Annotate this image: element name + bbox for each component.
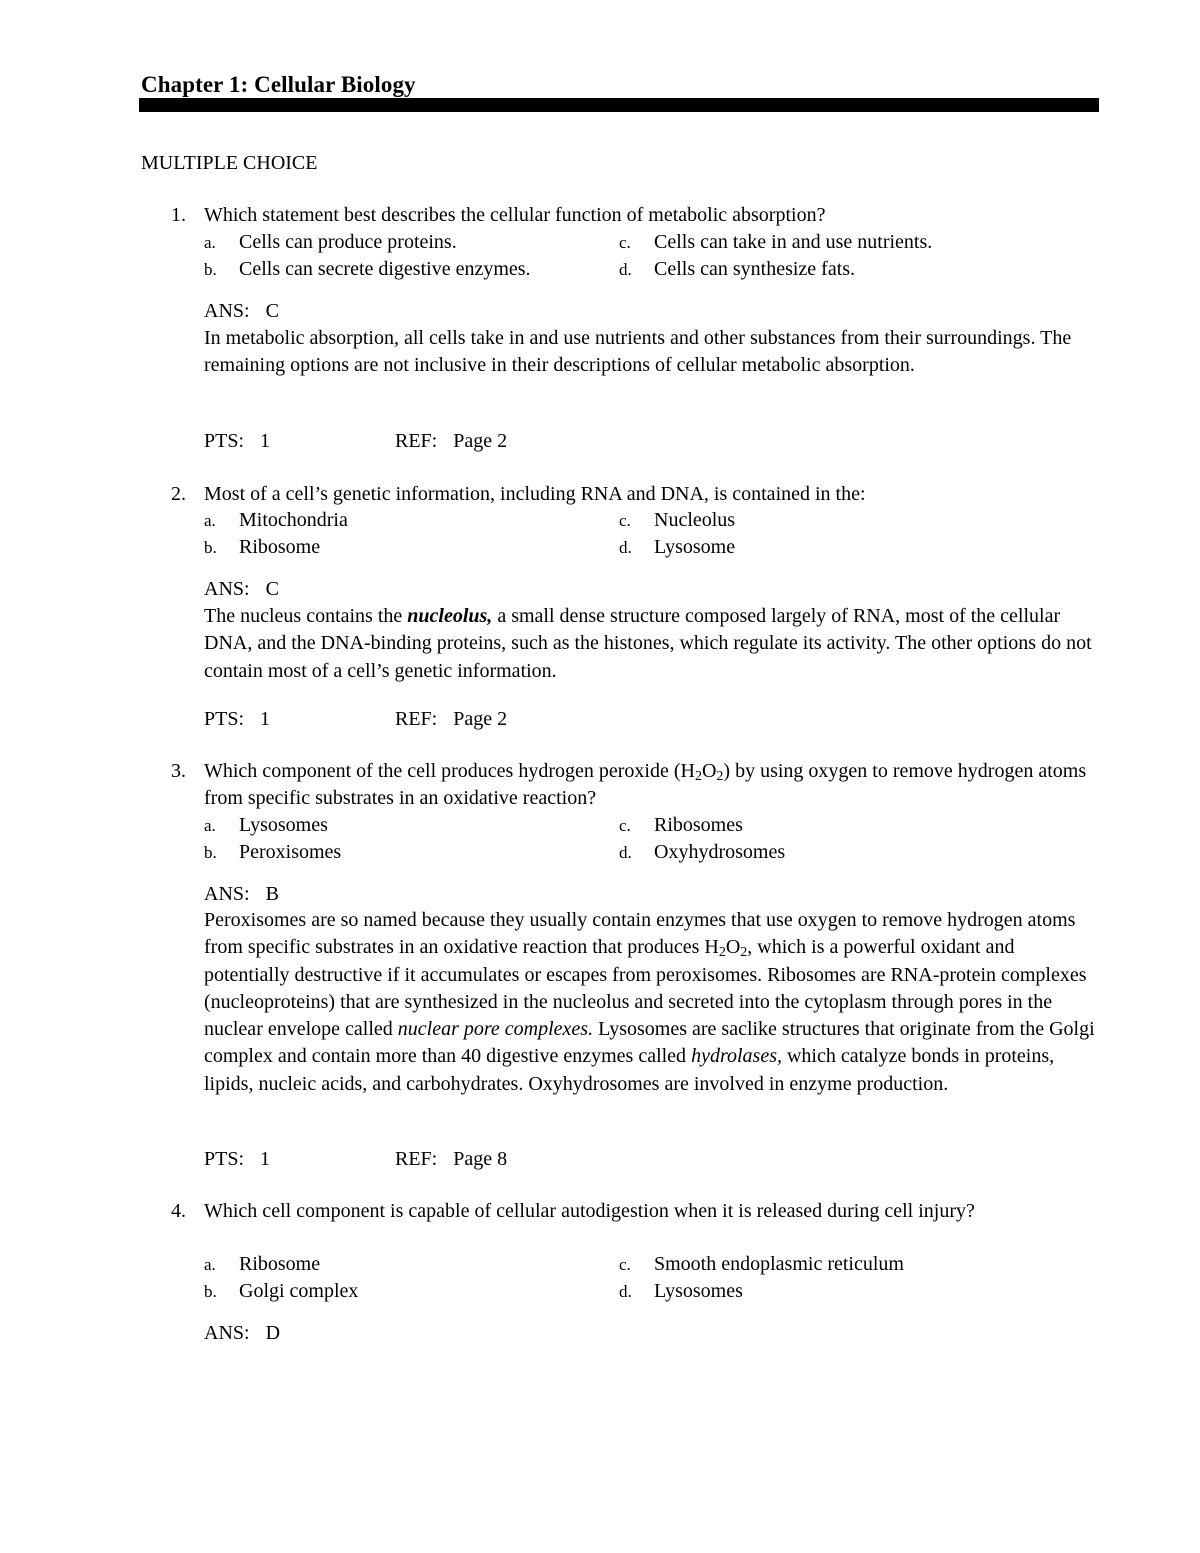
option-letter: d. xyxy=(619,843,632,862)
option-text: Nucleolus xyxy=(654,509,736,531)
option-letter: d. xyxy=(619,1282,632,1301)
subscript: 2 xyxy=(718,945,726,961)
option-letter: c. xyxy=(619,1255,631,1274)
points-label: PTS: xyxy=(204,430,245,452)
option-text: Lysosomes xyxy=(654,1280,743,1302)
rationale-text: O xyxy=(725,936,741,959)
rationale xyxy=(204,907,1104,1098)
question-number: 4. xyxy=(171,1200,186,1222)
option-text: Lysosomes xyxy=(239,814,328,836)
answer-value: B xyxy=(265,883,279,905)
title-rule xyxy=(139,98,1099,112)
reference-line xyxy=(395,1148,507,1171)
question-stem: Which cell component is capable of cellular autodigestion when it is released during cell injury? xyxy=(204,1200,975,1222)
emphasis-term: nuclear pore complexes. xyxy=(397,1018,594,1041)
option-text: Ribosome xyxy=(239,536,321,558)
reference-label: REF: xyxy=(395,1148,438,1170)
answer-line xyxy=(204,578,279,601)
stem-text: O xyxy=(701,760,717,782)
answer-label: ANS: xyxy=(204,883,250,905)
points-value: 1 xyxy=(260,430,271,452)
option-text: Mitochondria xyxy=(239,509,348,531)
question-stem xyxy=(204,758,1104,813)
subscript: 2 xyxy=(716,769,724,784)
option-text: Oxyhydrosomes xyxy=(654,841,786,863)
option-letter: a. xyxy=(204,511,216,530)
option-text: Cells can secrete digestive enzymes. xyxy=(239,258,531,280)
points-line xyxy=(204,430,270,453)
rationale-text: a small dense structure composed largely of RNA, most of the cellular DNA, and the DNA-binding proteins, such as the histones, which regulate its activity. The other options do not contain most of a cell’s genetic information. xyxy=(204,605,1092,682)
reference-value: Page 2 xyxy=(453,708,508,730)
subscript: 2 xyxy=(740,945,748,961)
reference-value: Page 8 xyxy=(453,1148,508,1170)
rationale xyxy=(204,603,1104,685)
subscript: 2 xyxy=(694,769,702,784)
rationale-text: which catalyze bonds in proteins, lipids, nucleic acids, and carbohydrates. Oxyhydrosomes are involved in enzyme production. xyxy=(204,1045,1055,1095)
answer-line xyxy=(204,1322,280,1345)
option-letter: d. xyxy=(619,260,632,279)
points-line xyxy=(204,1148,270,1171)
option-text: Peroxisomes xyxy=(239,841,342,863)
emphasis-term: hydrolases, xyxy=(691,1045,782,1068)
answer-label: ANS: xyxy=(204,300,250,322)
option-letter: d. xyxy=(619,538,632,557)
option-text: Cells can synthesize fats. xyxy=(654,258,856,280)
stem-text: Which component of the cell produces hydrogen peroxide (H xyxy=(204,760,695,782)
question-number: 1. xyxy=(171,204,186,226)
answer-label: ANS: xyxy=(204,578,250,600)
option-letter: b. xyxy=(204,1282,217,1301)
reference-line xyxy=(395,430,507,453)
option-letter: b. xyxy=(204,843,217,862)
answer-value: C xyxy=(265,300,279,322)
option-letter: a. xyxy=(204,1255,216,1274)
rationale: In metabolic absorption, all cells take in and use nutrients and other substances from their surroundings. The remaining options are not inclusive in their descriptions of cellular metabolic absorption. xyxy=(204,327,1072,377)
answer-value: D xyxy=(265,1322,281,1344)
question-stem: Most of a cell’s genetic information, including RNA and DNA, is contained in the: xyxy=(204,483,866,505)
option-letter: b. xyxy=(204,538,217,557)
points-label: PTS: xyxy=(204,708,245,730)
option-letter: a. xyxy=(204,816,216,835)
reference-label: REF: xyxy=(395,708,438,730)
option-letter: c. xyxy=(619,511,631,530)
answer-value: C xyxy=(265,578,279,600)
points-value: 1 xyxy=(260,1148,271,1170)
points-label: PTS: xyxy=(204,1148,245,1170)
points-line xyxy=(204,708,270,731)
option-letter: b. xyxy=(204,260,217,279)
option-text: Ribosomes xyxy=(654,814,743,836)
rationale-text: , which is a powerful oxidant and potentially destructive if it accumulates or escapes from peroxisomes. Ribosomes are RNA-protein complexes (nucleoproteins) that are synthesized in the nucleolus and secreted into the cytoplasm through pores in the nuclear envelope called xyxy=(204,936,1087,1041)
reference-line xyxy=(395,708,507,731)
reference-value: Page 2 xyxy=(453,430,508,452)
option-text: Ribosome xyxy=(239,1253,321,1275)
option-text: Lysosome xyxy=(654,536,736,558)
rationale-text: The nucleus contains the xyxy=(204,605,408,627)
question-number: 2. xyxy=(171,483,186,505)
answer-line xyxy=(204,300,279,323)
option-text: Golgi complex xyxy=(239,1280,359,1302)
points-value: 1 xyxy=(260,708,271,730)
reference-label: REF: xyxy=(395,430,438,452)
question-number: 3. xyxy=(171,760,186,782)
option-text: Smooth endoplasmic reticulum xyxy=(654,1253,904,1275)
option-text: Cells can produce proteins. xyxy=(239,231,457,253)
option-letter: c. xyxy=(619,233,631,252)
option-text: Cells can take in and use nutrients. xyxy=(654,231,933,253)
stem-text: ) by using oxygen to remove hydrogen atoms from specific substrates in an oxidative reaction? xyxy=(204,760,1087,810)
rationale-text: Lysosomes are saclike structures that originate from the Golgi complex and contain more than 40 digestive enzymes called xyxy=(204,1018,1095,1068)
section-heading: MULTIPLE CHOICE xyxy=(141,152,318,174)
option-letter: c. xyxy=(619,816,631,835)
question-stem: Which statement best describes the cellular function of metabolic absorption? xyxy=(204,204,826,226)
rationale-text: Peroxisomes are so named because they usually contain enzymes that use oxygen to remove hydrogen atoms from specific substrates in an oxidative reaction that produces H xyxy=(204,909,1076,959)
answer-label: ANS: xyxy=(204,1322,250,1344)
option-letter: a. xyxy=(204,233,216,252)
answer-line xyxy=(204,883,279,906)
chapter-title: Chapter 1: Cellular Biology xyxy=(141,72,416,97)
emphasis-term: nucleolus, xyxy=(407,605,493,627)
